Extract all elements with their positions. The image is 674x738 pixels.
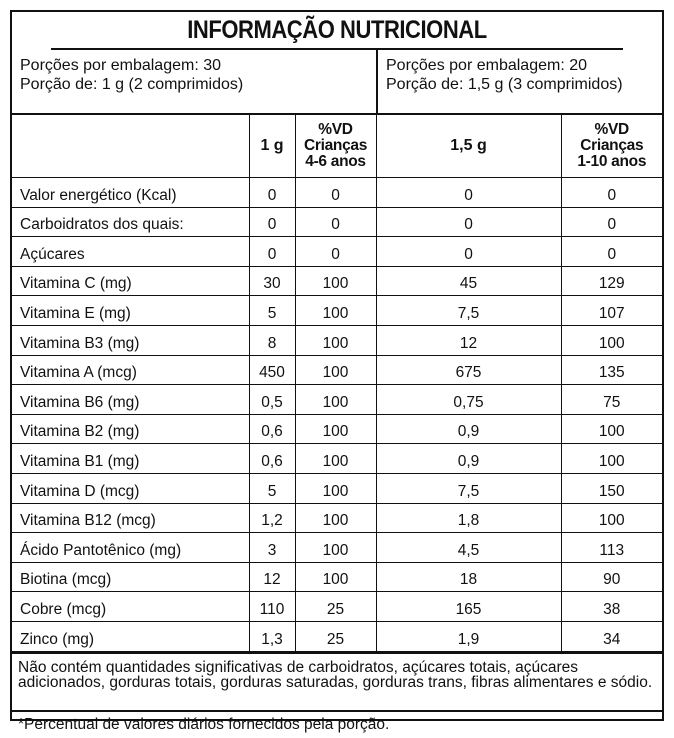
header-amount-1g: 1 g — [249, 115, 295, 178]
amount-1g: 0,6 — [249, 414, 295, 444]
amount-1g: 0,6 — [249, 444, 295, 474]
amount-1-5g: 18 — [376, 562, 561, 592]
vd-1-10: 75 — [561, 385, 662, 415]
amount-1g: 0 — [249, 178, 295, 208]
table-header-row — [12, 115, 662, 178]
vd-4-6: 100 — [295, 355, 376, 385]
table-row — [12, 533, 662, 563]
vd-4-6: 100 — [295, 325, 376, 355]
nutrient-name: Ácido Pantotênico (mg) — [12, 533, 249, 563]
table-row — [12, 325, 662, 355]
vd-4-6: 100 — [295, 266, 376, 296]
amount-1-5g: 675 — [376, 355, 561, 385]
nutrient-name: Açúcares — [12, 237, 249, 267]
table-row — [12, 355, 662, 385]
nutrient-name: Zinco (mg) — [12, 621, 249, 651]
amount-1g: 450 — [249, 355, 295, 385]
amount-1-5g: 7,5 — [376, 296, 561, 326]
vd-4-6: 100 — [295, 473, 376, 503]
vd-4-6: 100 — [295, 533, 376, 563]
amount-1g: 110 — [249, 592, 295, 622]
amount-1-5g: 1,9 — [376, 621, 561, 651]
table-row — [12, 562, 662, 592]
amount-1g: 8 — [249, 325, 295, 355]
table-row — [12, 592, 662, 622]
nutrient-name: Vitamina C (mg) — [12, 266, 249, 296]
nutrient-name: Vitamina B1 (mg) — [12, 444, 249, 474]
nutrient-name: Vitamina B12 (mcg) — [12, 503, 249, 533]
vd-4-6: 100 — [295, 385, 376, 415]
vd-1-10: 100 — [561, 503, 662, 533]
header-vd-4-6: %VD Crianças 4-6 anos — [295, 115, 376, 178]
table-row — [12, 444, 662, 474]
table-row — [12, 473, 662, 503]
nutrition-table — [12, 115, 662, 652]
nutrient-name: Valor energético (Kcal) — [12, 178, 249, 208]
vd-4-6: 100 — [295, 503, 376, 533]
portions-right — [378, 50, 662, 113]
vd-1-10: 0 — [561, 237, 662, 267]
nutrient-name: Biotina (mcg) — [12, 562, 249, 592]
amount-1g: 0,5 — [249, 385, 295, 415]
vd-1-10: 135 — [561, 355, 662, 385]
amount-1g: 1,3 — [249, 621, 295, 651]
table-row — [12, 503, 662, 533]
vd-1-10: 150 — [561, 473, 662, 503]
vd-1-10: 113 — [561, 533, 662, 563]
vd-4-6: 0 — [295, 237, 376, 267]
portions-right-size: Porção de: 1,5 g (3 comprimidos) — [386, 76, 623, 93]
vd-1-10: 107 — [561, 296, 662, 326]
nutrient-name: Vitamina D (mcg) — [12, 473, 249, 503]
nutrient-name: Vitamina B6 (mg) — [12, 385, 249, 415]
amount-1g: 12 — [249, 562, 295, 592]
amount-1-5g: 7,5 — [376, 473, 561, 503]
table-row — [12, 621, 662, 651]
portions-section — [12, 50, 662, 115]
amount-1-5g: 0 — [376, 178, 561, 208]
amount-1-5g: 4,5 — [376, 533, 561, 563]
portions-left — [12, 50, 378, 113]
amount-1-5g: 0 — [376, 207, 561, 237]
vd-4-6: 100 — [295, 296, 376, 326]
amount-1g: 1,2 — [249, 503, 295, 533]
table-row — [12, 237, 662, 267]
amount-1g: 30 — [249, 266, 295, 296]
vd-1-10: 0 — [561, 207, 662, 237]
vd-1-10: 129 — [561, 266, 662, 296]
portions-left-count: Porções por embalagem: 30 — [20, 57, 221, 74]
table-row — [12, 296, 662, 326]
amount-1g: 0 — [249, 207, 295, 237]
header-nutrient — [12, 115, 249, 178]
header-amount-1-5g: 1,5 g — [376, 115, 561, 178]
vd-4-6: 100 — [295, 414, 376, 444]
amount-1g: 0 — [249, 237, 295, 267]
vd-1-10: 0 — [561, 178, 662, 208]
footnote-daily-values: *Percentual de valores diários fornecidos pela porção. — [12, 710, 662, 738]
vd-1-10: 90 — [561, 562, 662, 592]
table-row — [12, 207, 662, 237]
table-row — [12, 414, 662, 444]
vd-1-10: 38 — [561, 592, 662, 622]
amount-1-5g: 0 — [376, 237, 561, 267]
amount-1g: 5 — [249, 296, 295, 326]
vd-4-6: 0 — [295, 178, 376, 208]
nutrient-name: Vitamina B3 (mg) — [12, 325, 249, 355]
portions-right-count: Porções por embalagem: 20 — [386, 57, 587, 74]
table-row — [12, 385, 662, 415]
vd-1-10: 100 — [561, 444, 662, 474]
amount-1g: 3 — [249, 533, 295, 563]
nutrient-name: Cobre (mcg) — [12, 592, 249, 622]
vd-1-10: 34 — [561, 621, 662, 651]
vd-4-6: 0 — [295, 207, 376, 237]
portions-left-size: Porção de: 1 g (2 comprimidos) — [20, 76, 244, 93]
vd-4-6: 25 — [295, 592, 376, 622]
nutrient-name: Vitamina E (mg) — [12, 296, 249, 326]
vd-4-6: 25 — [295, 621, 376, 651]
vd-1-10: 100 — [561, 325, 662, 355]
amount-1-5g: 12 — [376, 325, 561, 355]
vd-4-6: 100 — [295, 444, 376, 474]
amount-1-5g: 0,9 — [376, 414, 561, 444]
table-row — [12, 178, 662, 208]
amount-1g: 5 — [249, 473, 295, 503]
vd-4-6: 100 — [295, 562, 376, 592]
amount-1-5g: 0,75 — [376, 385, 561, 415]
amount-1-5g: 0,9 — [376, 444, 561, 474]
label-title: INFORMAÇÃO NUTRICIONAL — [51, 12, 623, 50]
vd-1-10: 100 — [561, 414, 662, 444]
amount-1-5g: 45 — [376, 266, 561, 296]
nutrient-name: Carboidratos dos quais: — [12, 207, 249, 237]
nutrition-label — [10, 10, 664, 733]
nutrient-name: Vitamina B2 (mg) — [12, 414, 249, 444]
table-row — [12, 266, 662, 296]
amount-1-5g: 165 — [376, 592, 561, 622]
amount-1-5g: 1,8 — [376, 503, 561, 533]
header-vd-1-10: %VD Crianças 1-10 anos — [561, 115, 662, 178]
footnote-not-significant: Não contém quantidades significativas de carboidratos, açúcares totais, açúcares adicionados, gorduras totais, gorduras saturadas, gorduras trans, fibras alimentares e sódio. — [12, 652, 662, 710]
nutrient-name: Vitamina A (mcg) — [12, 355, 249, 385]
